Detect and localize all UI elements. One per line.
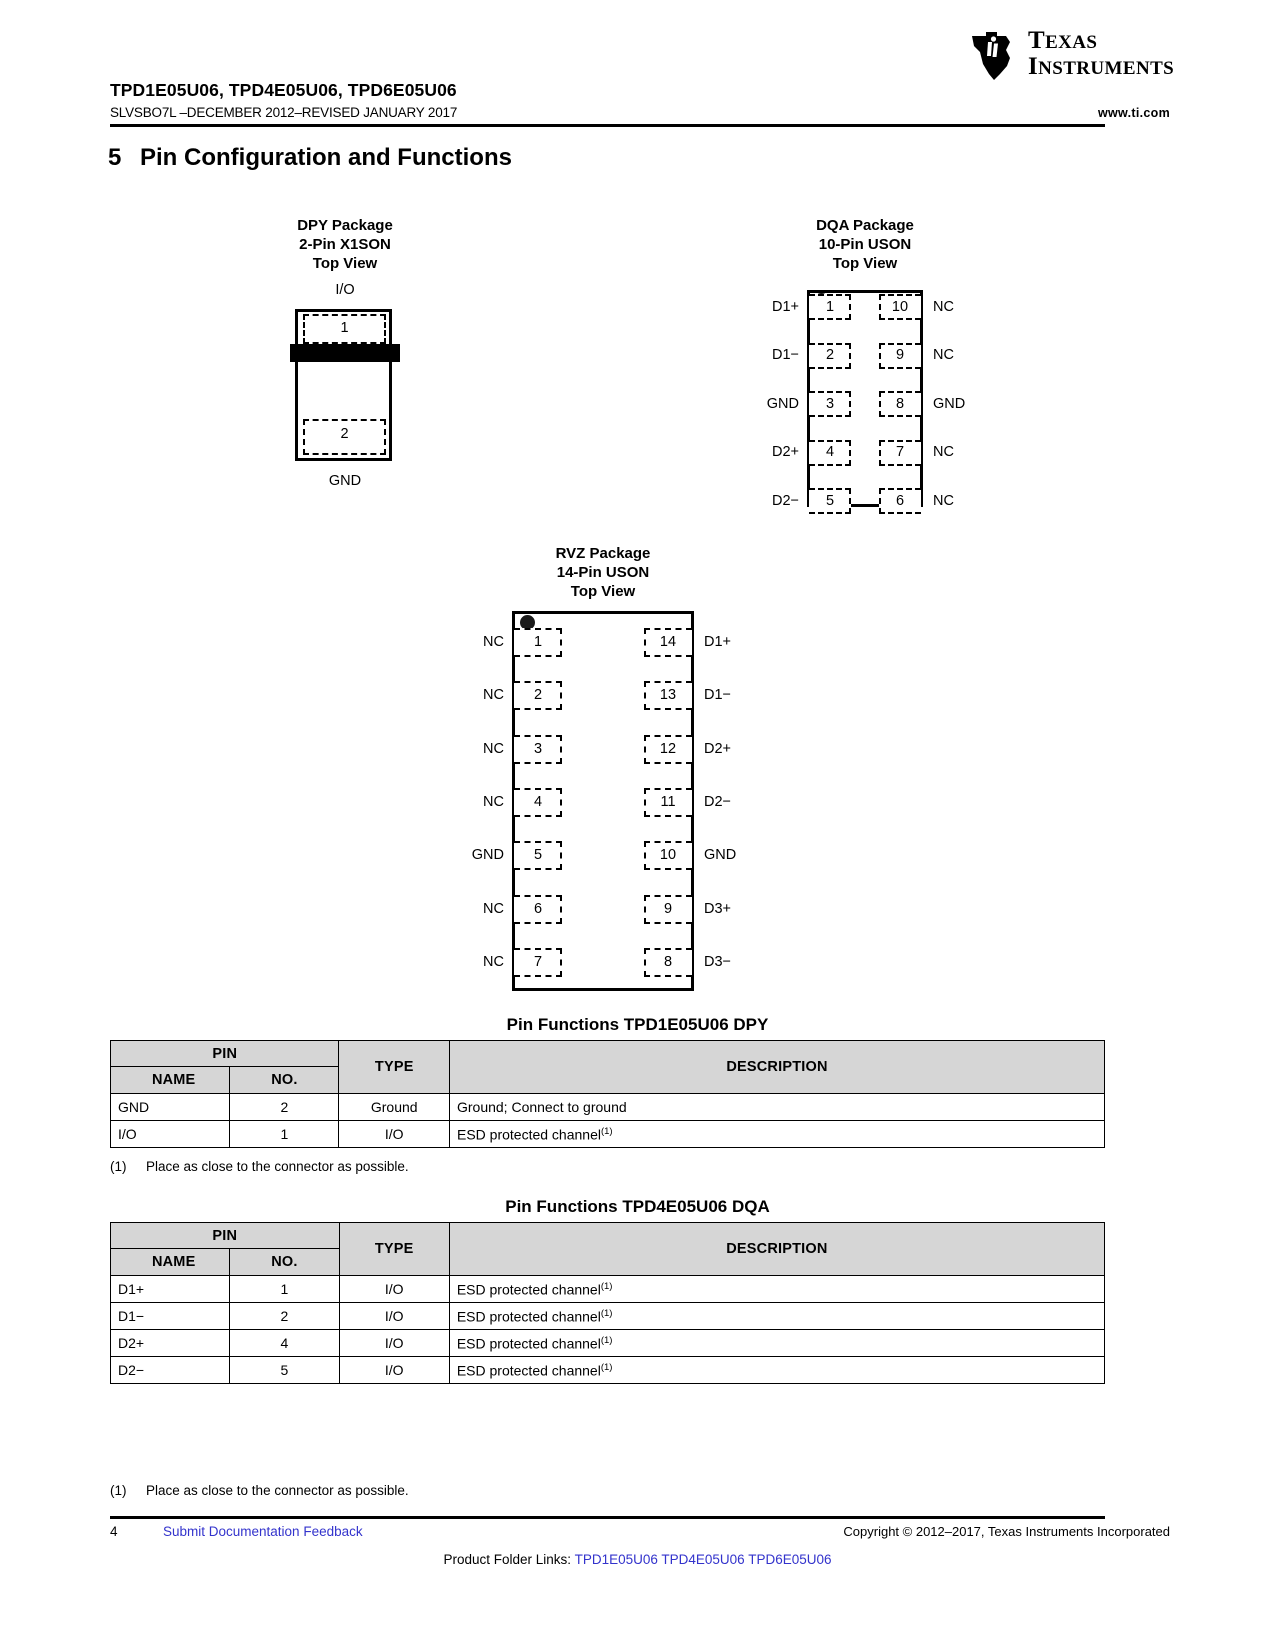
table1-header-pin: PIN [111, 1041, 339, 1067]
dqa-pin-label-8: GND [933, 395, 966, 412]
product-folder-link-TPD4E05U06[interactable]: TPD4E05U06 [661, 1552, 745, 1567]
pin-functions-table-dpy [110, 1040, 1105, 1148]
product-folder-links [0, 1552, 1275, 1567]
rvz-pin-label-12: D2+ [704, 740, 732, 757]
dqa-pin-number-5: 5 [825, 492, 835, 509]
table1-cell-name: I/O [111, 1121, 230, 1148]
product-folder-links-label: Product Folder Links: [443, 1552, 572, 1567]
table1-title: Pin Functions TPD1E05U06 DPY [506, 1015, 769, 1034]
table2-cell-description: ESD protected channel$^{(1)}$ [449, 1276, 1104, 1303]
dqa-pin-number-2: 2 [825, 347, 835, 363]
dqa-pin-label-3: GND [766, 395, 799, 412]
table-row [111, 1121, 1105, 1148]
table1-cell-name: GND [111, 1094, 230, 1121]
table1-cell-no: 1 [230, 1121, 339, 1148]
dpy-pin-number-1: 1 [340, 320, 349, 336]
page-number: 4 [110, 1524, 118, 1539]
rvz-pin-number-4: 4 [533, 793, 543, 810]
logo-texas-rest: EXAS [1045, 32, 1098, 53]
table2-cell-no: 4 [230, 1330, 339, 1357]
table1-header-no: NO. [230, 1067, 339, 1094]
rvz-caption-line2: 14-Pin USON [556, 564, 650, 581]
table2-cell-no: 1 [230, 1276, 339, 1303]
table2-cell-type: I/O [339, 1330, 449, 1357]
table2-cell-description: ESD protected channel$^{(1)}$ [449, 1303, 1104, 1330]
table1-footnote-text: Place as close to the connector as possible. [146, 1159, 409, 1174]
footnote-ref: (1) [600, 1361, 613, 1373]
table-row [111, 1303, 1105, 1330]
rvz-caption-line3: Top View [570, 583, 636, 600]
table2-header-description: DESCRIPTION [449, 1223, 1104, 1276]
table-row [111, 1276, 1105, 1303]
document-revision-line: SLVSBO7L –DECEMBER 2012–REVISED JANUARY 2017 [110, 105, 458, 120]
dqa-pin-number-10: 10 [891, 298, 909, 315]
rvz-pin-number-5: 5 [533, 847, 543, 864]
rvz-pin-number-3: 3 [533, 740, 543, 757]
rvz-pin-label-2: NC [483, 687, 504, 704]
table1-header-row-1 [111, 1041, 1105, 1067]
dqa-pin-number-6: 6 [895, 492, 905, 509]
logo-instruments-cap: I [1028, 53, 1039, 80]
rvz-pin-label-6: NC [483, 900, 504, 917]
rvz-pin-label-4: NC [483, 793, 504, 810]
table1-cell-no: 2 [230, 1094, 339, 1121]
dqa-pin-number-4: 4 [825, 444, 835, 460]
dpy-thermal-pad-bar [290, 344, 400, 362]
rvz-pin-number-13: 13 [659, 687, 677, 704]
dpy-caption [245, 216, 445, 273]
dpy-caption-line2: 2-Pin X1SON [299, 236, 391, 253]
table2-cell-type: I/O [339, 1303, 449, 1330]
dpy-pin-number-2: 2 [340, 426, 349, 442]
rvz-pin-label-10: GND [704, 847, 737, 864]
table1-cell-type: Ground [339, 1094, 450, 1121]
logo-instruments-rest: NSTRUMENTS [1038, 58, 1175, 79]
table2-header-no: NO. [230, 1249, 339, 1276]
page-title: Pin Configuration and Functions [140, 144, 512, 171]
table-row [111, 1357, 1105, 1384]
dqa-pin-label-9: NC [933, 347, 954, 363]
footnote-ref: (1) [600, 1334, 613, 1346]
copyright-notice: Copyright © 2012–2017, Texas Instruments Incorporated [843, 1524, 1170, 1539]
logo-texas-cap: T [1028, 27, 1046, 54]
table2-cell-no: 2 [230, 1303, 339, 1330]
table1-footnote [110, 1159, 409, 1174]
table1-cell-type: I/O [339, 1121, 450, 1148]
table2-cell-description: ESD protected channel$^{(1)}$ [449, 1357, 1104, 1384]
dqa-pin-number-1: 1 [825, 298, 835, 315]
dqa-caption-line3: Top View [832, 255, 898, 272]
dqa-pin-number-8: 8 [895, 395, 905, 412]
dqa-caption [765, 216, 965, 273]
rvz-caption [503, 544, 703, 601]
dqa-pin-label-1: D1+ [771, 298, 799, 315]
rvz-pin-label-14: D1+ [704, 634, 732, 650]
rvz-pin-label-1: NC [483, 634, 504, 650]
product-folder-link-TPD1E05U06[interactable]: TPD1E05U06 [574, 1552, 658, 1567]
table-row [111, 1330, 1105, 1357]
rvz-pin-number-2: 2 [533, 687, 543, 704]
rvz-pin-label-9: D3+ [704, 900, 732, 917]
ti-texas-outline-icon [970, 30, 1020, 82]
logo-text-texas [1028, 28, 1097, 56]
table2-footnote-text: Place as close to the connector as possible. [146, 1483, 409, 1498]
table2-cell-description: ESD protected channel$^{(1)}$ [449, 1330, 1104, 1357]
table2-footnote-mark: (1) [110, 1483, 127, 1498]
footer-divider [110, 1516, 1105, 1519]
footnote-ref: (1) [600, 1307, 613, 1319]
dpy-pin-label-gnd: GND [328, 473, 362, 489]
product-folder-link-TPD6E05U06[interactable]: TPD6E05U06 [748, 1552, 832, 1567]
rvz-pin-number-6: 6 [533, 900, 543, 917]
dqa-pin-number-7: 7 [895, 444, 905, 460]
rvz-pin-label-3: NC [483, 740, 504, 757]
rvz-pin-number-8: 8 [663, 953, 673, 970]
table2-cell-type: I/O [339, 1276, 449, 1303]
rvz-caption-line1: RVZ Package [555, 545, 651, 562]
dqa-caption-line2: 10-Pin USON [818, 236, 912, 253]
rvz-pin-label-11: D2− [704, 793, 732, 810]
rvz-pin-number-10: 10 [659, 847, 677, 864]
table2-header-row-1 [111, 1223, 1105, 1249]
submit-documentation-feedback-link[interactable]: Submit Documentation Feedback [163, 1524, 363, 1539]
ti-website-link[interactable]: www.ti.com [1098, 106, 1170, 120]
rvz-pin-number-9: 9 [663, 900, 673, 917]
dpy-pin-label-io: I/O [335, 282, 355, 298]
rvz-pin-number-1: 1 [533, 634, 543, 650]
rvz-pin-number-12: 12 [659, 740, 677, 757]
rvz-pin-label-13: D1− [704, 687, 732, 704]
texas-instruments-logo [970, 27, 1175, 86]
pin-functions-table-dqa [110, 1222, 1105, 1384]
rvz-pin-label-5: GND [471, 847, 504, 864]
dqa-pin-label-5: D2− [771, 492, 799, 509]
rvz-pin-number-14: 14 [659, 634, 677, 650]
table1-header-type: TYPE [339, 1041, 450, 1094]
table2-cell-name: D2+ [111, 1330, 230, 1357]
table2-cell-name: D1− [111, 1303, 230, 1330]
rvz-pin-label-8: D3− [704, 953, 732, 970]
table2-cell-name: D1+ [111, 1276, 230, 1303]
rvz-pin-number-11: 11 [660, 793, 676, 810]
rvz-pin-number-7: 7 [533, 953, 543, 970]
dpy-caption-line3: Top View [312, 255, 378, 272]
dqa-pin-label-10: NC [933, 298, 954, 315]
dqa-pin-label-7: NC [933, 444, 954, 460]
table2-cell-no: 5 [230, 1357, 339, 1384]
table-row [111, 1094, 1105, 1121]
table2-header-type: TYPE [339, 1223, 449, 1276]
table2-cell-name: D2− [111, 1357, 230, 1384]
footnote-ref: (1) [600, 1280, 613, 1292]
dpy-caption-line1: DPY Package [297, 217, 393, 234]
table1-header-description: DESCRIPTION [449, 1041, 1104, 1094]
dqa-pin-label-6: NC [933, 492, 954, 509]
table1-cell-description: ESD protected channel$^{(1)}$ [449, 1121, 1104, 1148]
rvz-pin-label-7: NC [483, 953, 504, 970]
document-part-numbers: TPD1E05U06, TPD4E05U06, TPD6E05U06 [110, 80, 457, 100]
table2-header-name: NAME [111, 1249, 230, 1276]
dqa-pin-label-2: D1− [771, 347, 799, 363]
table1-cell-description: Ground; Connect to ground [449, 1094, 1104, 1121]
header-divider [110, 124, 1105, 127]
dqa-pin-number-3: 3 [825, 395, 835, 412]
section-number: 5 [108, 144, 122, 171]
dqa-pin-label-4: D2+ [771, 444, 799, 460]
table2-header-pin: PIN [111, 1223, 340, 1249]
table2-cell-type: I/O [339, 1357, 449, 1384]
table1-header-name: NAME [111, 1067, 230, 1094]
logo-text-instruments [1028, 54, 1174, 82]
dqa-caption-line1: DQA Package [816, 217, 914, 234]
footnote-ref: (1) [600, 1125, 613, 1137]
table1-footnote-mark: (1) [110, 1159, 127, 1174]
table2-title: Pin Functions TPD4E05U06 DQA [505, 1197, 770, 1216]
table2-footnote [110, 1483, 409, 1498]
dqa-pin-number-9: 9 [895, 347, 905, 363]
